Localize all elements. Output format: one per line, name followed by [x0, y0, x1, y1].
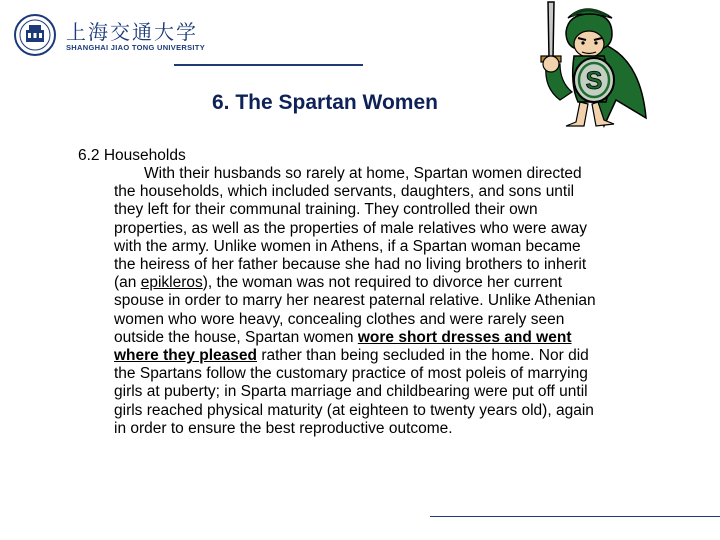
paragraph-line: the heiress of her father because she had no living brothers to inherit: [114, 256, 587, 274]
paragraph-line: properties, as well as the properties of male relatives who were away: [114, 219, 587, 237]
emphasis-text: wore short dresses and went: [357, 328, 572, 346]
header-divider: [174, 64, 363, 66]
university-name-english: SHANGHAI JIAO TONG UNIVERSITY: [66, 43, 205, 52]
paragraph-line: the Spartans follow the customary practice of most poleis of marrying: [114, 365, 588, 383]
paragraph-line: girls reached physical maturity (at eighteen to twenty years old), again: [114, 401, 594, 419]
paragraph-line: [114, 347, 684, 365]
spartan-mascot-icon: [520, 0, 650, 132]
paragraph-line: they left for their communal training. They controlled their own: [114, 201, 538, 219]
text-segment: (an: [114, 274, 141, 292]
paragraph-line: the households, which included servants, daughters, and sons until: [114, 183, 575, 201]
paragraph-line: girls at puberty; in Sparta marriage and childbearing were put off until: [114, 383, 588, 401]
text-segment: rather than being secluded in the home. Nor did: [257, 347, 589, 365]
paragraph-line: [114, 329, 684, 347]
shield-letter: S: [585, 67, 603, 95]
paragraph-line: in order to ensure the best reproductive outcome.: [114, 419, 453, 437]
body-paragraph: [114, 165, 684, 438]
paragraph-line: women who wore heavy, concealing clothes and were rarely seen: [114, 310, 565, 328]
university-seal-icon: [14, 14, 56, 56]
paragraph-line: spouse in order to marry her nearest paternal relative. Unlike Athenian: [114, 292, 596, 310]
paragraph-line: with the army. Unlike women in Athens, if a Spartan woman became: [114, 237, 581, 255]
footer-divider: [430, 516, 720, 517]
emphasis-text: where they pleased: [114, 347, 258, 365]
text-segment: outside the house, Spartan women: [114, 328, 358, 346]
slide-title: 6. The Spartan Women: [212, 91, 438, 114]
text-segment: ), the woman was not required to divorce her current: [202, 274, 563, 292]
university-name-chinese: 上海交通大学: [66, 20, 198, 44]
section-subheading: 6.2 Households: [78, 147, 186, 164]
university-logo: [14, 12, 205, 60]
paragraph-line: [114, 274, 684, 292]
epikleros-term: epikleros: [140, 274, 203, 292]
paragraph-line: With their husbands so rarely at home, Spartan women directed: [144, 165, 582, 182]
